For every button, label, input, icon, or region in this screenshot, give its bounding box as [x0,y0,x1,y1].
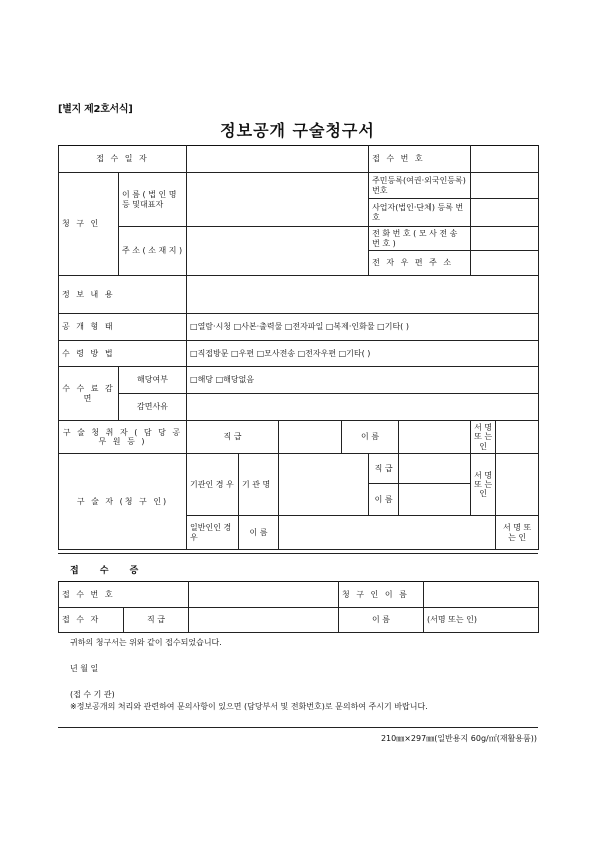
speaker-position-field[interactable] [399,454,471,484]
request-form-table [58,145,539,550]
handler-signature-field[interactable] [496,421,539,454]
exemption-reason-label: 감면사유 [119,394,187,421]
phone-field[interactable] [471,227,539,251]
individual-name-label: 이 름 [239,516,279,550]
speaker-signature-field[interactable] [496,454,539,516]
applicable-options[interactable]: □해당 □해당없음 [187,367,539,394]
paper-spec: 210㎜×297㎜(일반용지 60g/㎡(재활용품)) [380,734,537,743]
receipt-number-field[interactable] [471,146,539,173]
speaker-name-field[interactable] [399,484,471,516]
receipt-number-label-2: 접 수 번 호 [59,582,189,608]
disclosure-type-options[interactable]: □열람·시청 □사본·출력물 □전자파일 □복제·인화물 □기타( ) [187,314,539,341]
business-number-label: 사업자(법인·단체) 등록 번호 [369,199,471,227]
requester-name-field[interactable] [424,582,539,608]
date-line: 년 월 일 [70,664,99,673]
handler-position-label: 직 급 [187,421,279,454]
receiver-label: 접 수 자 [59,608,124,633]
receiving-org: (접 수 기 관) [70,690,115,699]
email-field[interactable] [471,251,539,276]
name-label: 이 름 ( 법 인 명 등 및대표자 [119,173,187,227]
receipt-table [58,581,539,633]
institution-name-field[interactable] [279,454,369,516]
fee-exemption-label: 수 수 료 감 면 [59,367,119,421]
requester-name-label: 청 구 인 이 름 [339,582,424,608]
email-label: 전 자 우 편 주 소 [369,251,471,276]
receiver-position-field[interactable] [189,608,339,633]
requester-label: 청 구 인 [59,173,119,276]
acknowledgement-text: 귀하의 청구서는 위와 같이 접수되었습니다. [70,638,222,647]
address-label: 주 소 ( 소 재 지 ) [119,227,187,276]
handler-signature-label: 서 명 또 는 인 [471,421,496,454]
speaker-position-label: 직 급 [369,454,399,484]
name-field[interactable] [187,173,369,227]
info-content-field[interactable] [187,276,539,314]
receiver-name-label: 이 름 [339,608,424,633]
handler-position-field[interactable] [279,421,342,454]
page-title: 정보공개 구술청구서 [220,121,375,140]
speaker-name-label: 이 름 [369,484,399,516]
form-label: [별지 제2호서식] [58,104,133,115]
receipt-date-label: 접 수 일 자 [59,146,187,173]
applicable-label: 해당여부 [119,367,187,394]
receipt-date-field[interactable] [187,146,369,173]
receiver-position-label: 직 급 [124,608,189,633]
receive-method-label: 수 령 방 법 [59,341,187,367]
receive-method-options[interactable]: □직접방문 □우편 □모사전송 □전자우편 □기타( ) [187,341,539,367]
handler-name-label: 이 름 [342,421,399,454]
resident-number-label: 주민등록(여권·외국인등록)번호 [369,173,471,199]
inquiry-notice: ※정보공개의 처리와 관련하여 문의사항이 있으면 (담당부서 및 전화번호)로 문의하여 주시기 바랍니다. [70,702,428,711]
institution-name-label: 기 관 명 [239,454,279,516]
oral-handler-label: 구 술 청 취 자 ( 담 당 공 무 원 등 ) [59,421,187,454]
resident-number-field[interactable] [471,173,539,199]
individual-case-label: 일반인인 경우 [187,516,239,550]
handler-name-field[interactable] [399,421,471,454]
section-divider [58,553,538,554]
individual-signature-label: 서 명 또 는 인 [496,516,539,550]
institution-case-label: 기관인 경 우 [187,454,239,516]
exemption-reason-field[interactable] [187,394,539,421]
receipt-section-label: 접 수 증 [70,566,148,576]
business-number-field[interactable] [471,199,539,227]
bottom-rule [58,727,538,728]
oral-speaker-label: 구 술 자 (청 구 인) [59,454,187,550]
individual-name-field[interactable] [279,516,496,550]
info-content-label: 정 보 내 용 [59,276,187,314]
receiver-signature-hint: (서명 또는 인) [424,608,539,633]
phone-label: 전 화 번 호 ( 모 사 전 송 번 호 ) [369,227,471,251]
disclosure-type-label: 공 개 형 태 [59,314,187,341]
receipt-number-label: 접 수 번 호 [369,146,471,173]
address-field[interactable] [187,227,369,276]
speaker-signature-label: 서 명 또 는 인 [471,454,496,516]
receipt-number-field-2[interactable] [189,582,339,608]
